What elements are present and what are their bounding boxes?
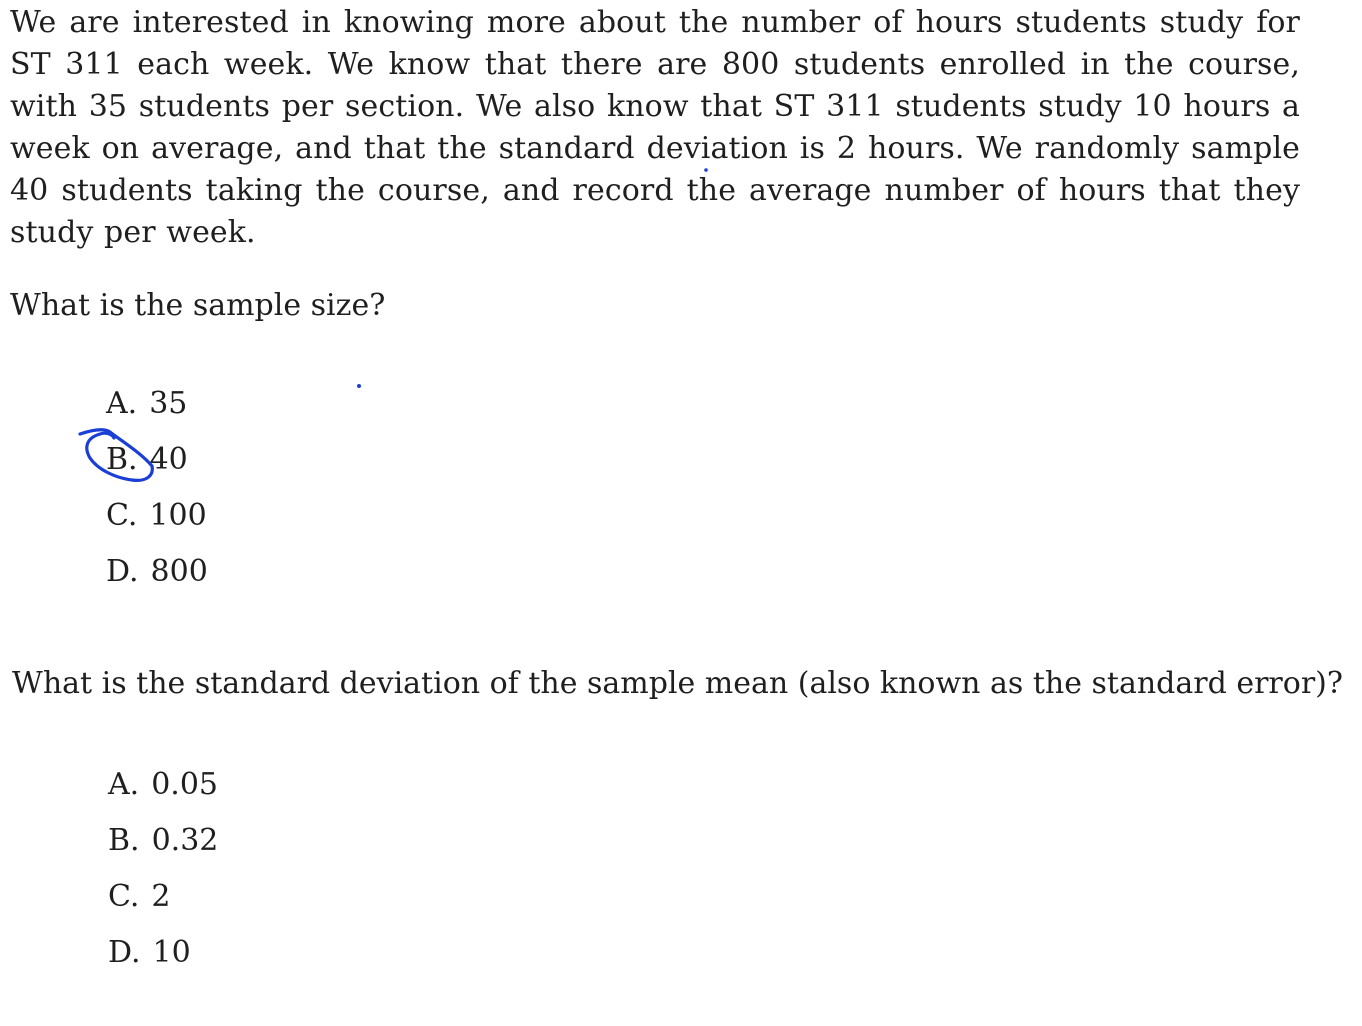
- option-letter: C.: [106, 498, 138, 533]
- question-1-prompt: What is the sample size?: [10, 288, 386, 323]
- question-2-option-c[interactable]: [108, 877, 218, 933]
- option-value: 0.32: [151, 823, 219, 858]
- option-value: 800: [150, 554, 208, 589]
- question-1-options: [106, 384, 208, 608]
- question-1-option-d[interactable]: [106, 552, 208, 608]
- question-1-option-b[interactable]: [106, 440, 208, 496]
- option-value: 100: [149, 498, 207, 533]
- option-letter: D.: [106, 554, 139, 589]
- option-letter: A.: [108, 767, 140, 802]
- question-1-option-c[interactable]: [106, 496, 208, 552]
- question-2-option-b[interactable]: [108, 821, 218, 877]
- option-value: 0.05: [151, 767, 218, 802]
- option-value: 35: [149, 386, 188, 421]
- option-value: 10: [152, 935, 191, 970]
- problem-passage: We are interested in knowing more about the number of hours students study for ST 311 each week. We know that there are 800 students enrolled in the course, with 35 students per section. We also know that ST 311 students study 10 hours a week on average, and that the standard deviation is 2 hours. We randomly sample 40 students taking the course, and record the average number of hours that they study per week.: [10, 5, 1300, 250]
- question-1-option-a[interactable]: [106, 384, 208, 440]
- question-2-prompt: What is the standard deviation of the sample mean (also known as the standard error)?: [12, 666, 1343, 701]
- option-letter: D.: [108, 935, 141, 970]
- question-2-option-d[interactable]: [108, 933, 218, 989]
- question-2-options: [108, 765, 218, 989]
- ink-dot: [357, 384, 361, 388]
- question-2-option-a[interactable]: [108, 765, 218, 821]
- option-letter: B.: [108, 823, 140, 858]
- option-letter: C.: [108, 879, 140, 914]
- option-value: 2: [151, 879, 171, 914]
- option-letter: A.: [106, 386, 138, 421]
- option-letter: B.: [106, 442, 138, 477]
- option-value: 40: [149, 442, 188, 477]
